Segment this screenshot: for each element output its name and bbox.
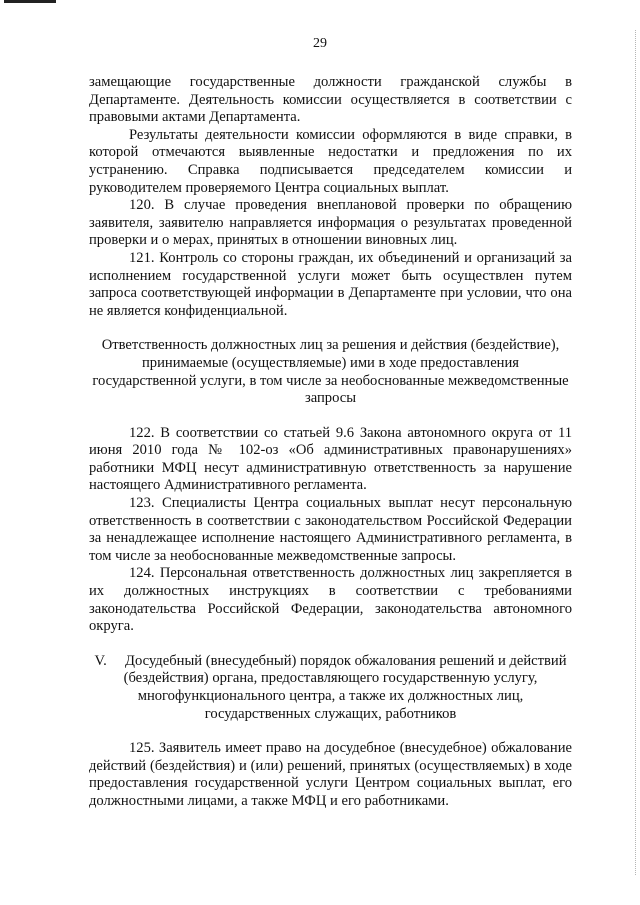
paragraph-continued: замещающие государственные должности гражданской службы в Департаменте. Деятельность комиссии осуществляется в соответствии с правовыми актами Департамента.: [89, 74, 572, 126]
heading-responsibility: Ответственность должностных лиц за решения и действия (бездействие), принимаемые (осуществляемые) ими в ходе предоставления государственной услуги, в том числе за необоснованные межведомственные запросы: [92, 337, 569, 407]
page-number: 29: [313, 36, 327, 51]
heading-section-v: V. Досудебный (внесудебный) порядок обжалования решений и действий (бездействия) органа, предоставляющего государственную услугу, многофункционального центра, а также их должностных лиц, государственных служащих, работников: [94, 652, 571, 722]
paragraph-commission-results: Результаты деятельности комиссии оформляются в виде справки, в которой отмечаются выявленные недостатки и предложения по их устранению. Справка подписывается председателем комиссии и руководителем проверяемого Центра социальных выплат.: [89, 126, 572, 196]
paragraph-121: 121. Контроль со стороны граждан, их объединений и организаций за исполнением государственной услуги может быть осуществлен путем запроса соответствующей информации в Департаменте при условии, что она не является конфиденциальной.: [89, 249, 572, 319]
paragraph-124: 124. Персональная ответственность должностных лиц закрепляется в их должностных инструкциях в соответствии с требованиями законодательства Российской Федерации, законодательства автономного округа.: [89, 565, 572, 635]
paragraph-122: 122. В соответствии со статьей 9.6 Закона автономного округа от 11 июня 2010 года № 102-оз «Об административных правонарушениях» работники МФЦ несут административную ответственность за нарушение настоящего Административного регламента.: [89, 424, 572, 494]
paragraph-125: 125. Заявитель имеет право на досудебное (внесудебное) обжалование действий (бездействия) и (или) решений, принятых (осуществляемых) в ходе предоставления государственной услуги Центром социальных выплат, его должностными лицами, а также МФЦ и его работниками.: [89, 740, 572, 809]
paragraph-123: 123. Специалисты Центра социальных выплат несут персональную ответственность в соответствии с законодательством Российской Федерации за ненадлежащее исполнение настоящего Административного регламента, в том числе за необоснованные межведомственные запросы.: [89, 495, 572, 564]
document-body: [89, 74, 572, 811]
corner-scan-mark: [4, 0, 56, 3]
page-edge-dots: [635, 30, 636, 875]
paragraph-120: 120. В случае проведения внеплановой проверки по обращению заявителя, заявителю направляется информация о результатах проведенной проверки и о мерах, принятых в отношении виновных лиц.: [89, 197, 572, 249]
